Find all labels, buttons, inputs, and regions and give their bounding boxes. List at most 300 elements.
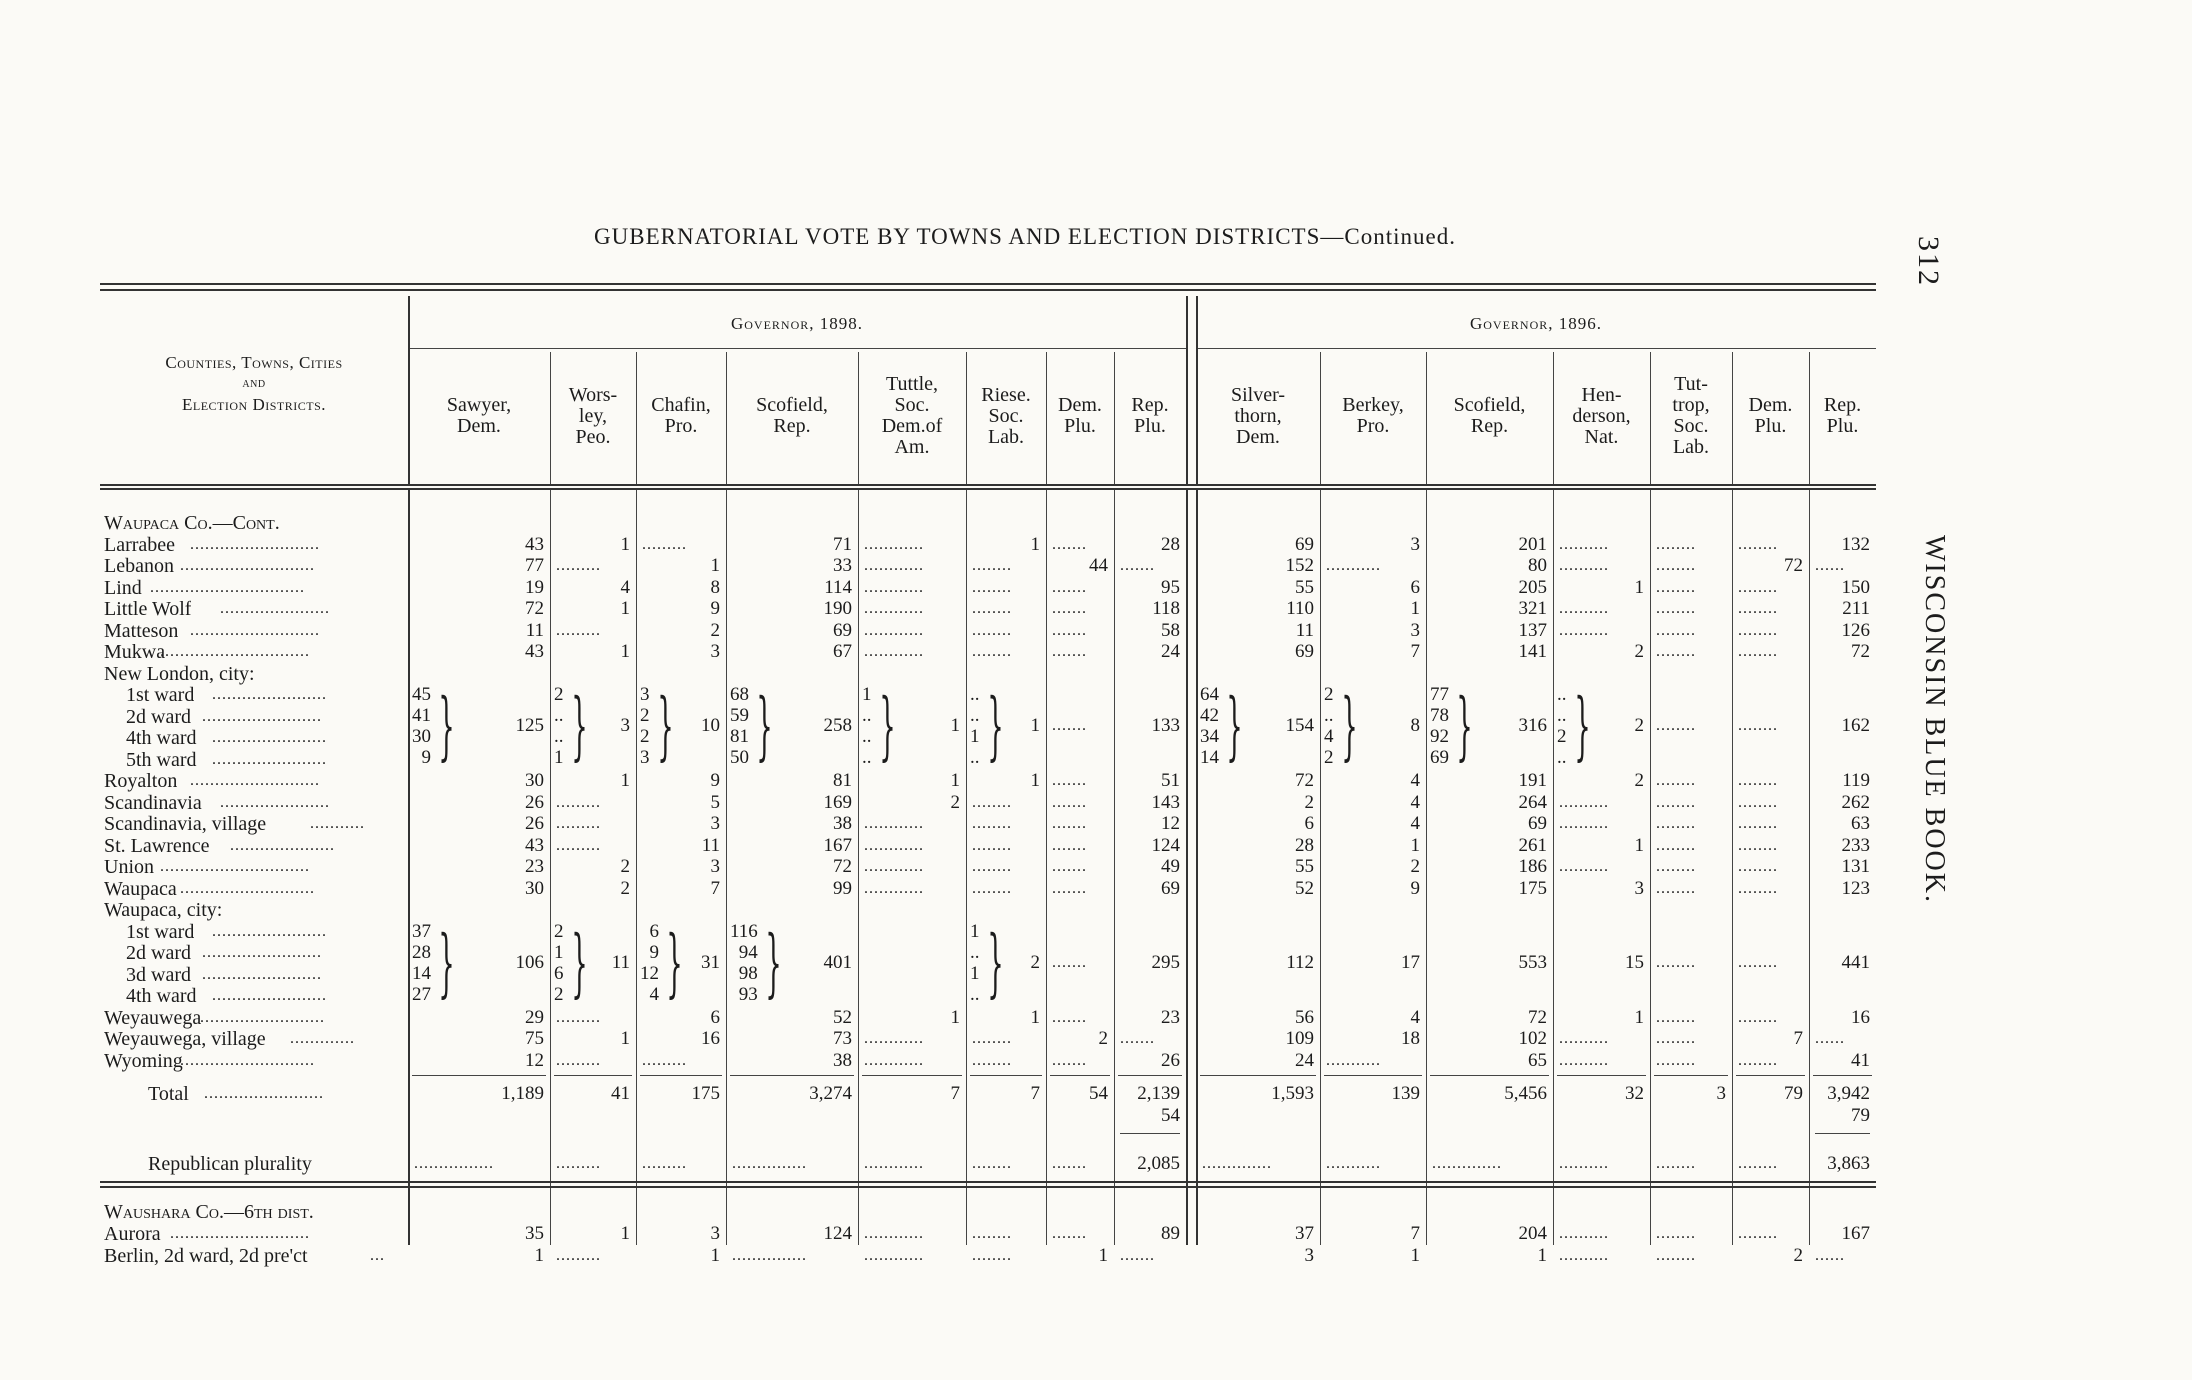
cell-value: 1 [620, 1028, 630, 1049]
leader-dots: ............ [864, 1247, 924, 1264]
row-label-text: Larrabee [104, 534, 176, 556]
leader-dots: ....... [1052, 1155, 1087, 1172]
row-label [126, 684, 194, 706]
leader-dots: ........ [1656, 1225, 1696, 1242]
cell-value: 2,085 [1137, 1153, 1180, 1174]
cell-value: 2 [1304, 792, 1314, 813]
leader-dots: .......... [1559, 815, 1609, 832]
ward-value: 12 [640, 963, 659, 984]
cell-value: 1 [1098, 1245, 1108, 1266]
cell-value: 6 [1410, 577, 1420, 598]
row-label [126, 985, 197, 1007]
rule-line [100, 484, 1876, 486]
ward-value: .. [554, 705, 564, 726]
cell-value: 89 [1161, 1223, 1180, 1244]
cell-value: 1 [620, 1223, 630, 1244]
cell-value: 3,942 [1827, 1083, 1870, 1104]
leader-dots: .......... [1559, 1030, 1609, 1047]
rule-line [1324, 1075, 1422, 1076]
cell-value: 41 [611, 1083, 630, 1104]
leader-dots: ........ [972, 794, 1012, 811]
cell-value: 7 [1793, 1028, 1803, 1049]
cell-value: 2 [1793, 1245, 1803, 1266]
leader-dots: ....................... [212, 751, 327, 768]
leader-dots: ........ [972, 837, 1012, 854]
cell-value: 99 [833, 878, 852, 899]
ward-value: 2 [1324, 684, 1334, 705]
leader-dots: ....... [1052, 1052, 1087, 1069]
brace-glyph: } [1340, 683, 1358, 769]
cell-value: 65 [1528, 1050, 1547, 1071]
cell-value: 152 [1285, 555, 1314, 576]
leader-dots: ....... [1052, 858, 1087, 875]
leader-dots: ........ [972, 1247, 1012, 1264]
leader-dots: ......... [642, 1052, 687, 1069]
page-title: GUBERNATORIAL VOTE BY TOWNS AND ELECTION DISTRICTS—Continued. [594, 224, 1456, 249]
leader-dots: ........................... [180, 557, 315, 574]
leader-dots: ........ [1656, 1030, 1696, 1047]
stub-header-line: Election Districts. [182, 395, 326, 414]
ward-value: 9 [649, 942, 659, 963]
leader-dots: ........ [972, 1052, 1012, 1069]
leader-dots: ............ [864, 815, 924, 832]
cell-value: 126 [1841, 620, 1870, 641]
rule-line [1200, 1075, 1316, 1076]
ward-value: 81 [730, 726, 749, 747]
cell-value: 204 [1518, 1223, 1547, 1244]
brace-glyph: } [666, 920, 683, 1006]
ward-value: 2 [554, 984, 564, 1005]
leader-dots: ...... [1815, 1247, 1845, 1264]
cell-value: 1 [1030, 770, 1040, 791]
cell-value: 73 [833, 1028, 852, 1049]
cell-value: 12 [1161, 813, 1180, 834]
ward-value: 3 [640, 684, 650, 705]
cell-value: 54 [1161, 1105, 1180, 1126]
ward-value: 78 [1430, 705, 1449, 726]
cell-value: 139 [1391, 1083, 1420, 1104]
cell-value: 43 [525, 835, 544, 856]
row-label [104, 598, 191, 620]
ward-value: 59 [730, 705, 749, 726]
cell-value: 7 [1410, 1223, 1420, 1244]
cell-value: 4 [1410, 1007, 1420, 1028]
column-header [636, 352, 726, 480]
ward-value: 6 [649, 921, 659, 942]
ward-value: .. [554, 726, 564, 747]
cell-value: 131 [1841, 856, 1870, 877]
leader-dots: ....... [1052, 579, 1087, 596]
brace-glyph: } [756, 683, 773, 769]
leader-dots: ........... [1326, 1155, 1381, 1172]
cell-value: 23 [1161, 1007, 1180, 1028]
rule-line [730, 1075, 854, 1076]
row-label [104, 1245, 308, 1267]
ward-value: 64 [1200, 684, 1219, 705]
row-label-text: Republican plurality [148, 1153, 312, 1175]
ward-value: 50 [730, 747, 749, 768]
rule-line [1650, 352, 1651, 484]
column-header [1650, 352, 1732, 480]
cell-value: 3 [710, 856, 720, 877]
cell-value: 112 [1286, 952, 1314, 973]
leader-dots: ............ [864, 858, 924, 875]
cell-value: 3 [1304, 1245, 1314, 1266]
leader-dots: ............ [864, 837, 924, 854]
row-label [104, 770, 177, 792]
leader-dots: ........ [1738, 858, 1778, 875]
leader-dots: ............ [864, 1052, 924, 1069]
column-header-text: Silver- thorn, Dem. [1230, 383, 1286, 448]
ward-value: 1 [554, 942, 564, 963]
rule-line [1732, 352, 1733, 484]
leader-dots: ....................... [212, 686, 327, 703]
rule-line [1426, 352, 1427, 484]
cell-value: 28 [1161, 534, 1180, 555]
cell-value: 69 [1528, 813, 1547, 834]
cell-value: 1 [950, 715, 960, 736]
cell-value: 258 [823, 715, 852, 736]
rule-line [1650, 490, 1651, 1245]
cell-value: 401 [823, 952, 852, 973]
ward-value: 28 [412, 942, 431, 963]
leader-dots: ........ [972, 579, 1012, 596]
row-label-text: 4th ward [126, 985, 197, 1007]
leader-dots: ....... [1052, 1009, 1087, 1026]
row-label [104, 813, 266, 835]
ward-value: 2 [640, 726, 650, 747]
cell-value: 175 [1518, 878, 1547, 899]
leader-dots: ........ [972, 815, 1012, 832]
rule-line [1553, 352, 1554, 484]
cell-value: 2 [620, 878, 630, 899]
column-header [550, 352, 636, 480]
row-label [104, 1007, 201, 1029]
rule-line [1654, 1075, 1728, 1076]
cell-value: 54 [1089, 1083, 1108, 1104]
cell-value: 26 [1161, 1050, 1180, 1071]
cell-value: 80 [1528, 555, 1547, 576]
leader-dots: ........ [1738, 1052, 1778, 1069]
column-header-text: Riese. Soc. Lab. [981, 383, 1031, 448]
row-label-text: 1st ward [126, 921, 195, 943]
cell-value: 67 [833, 641, 852, 662]
cell-value: 72 [1784, 555, 1803, 576]
rule-line [1120, 1133, 1180, 1134]
ward-value: .. [970, 942, 980, 963]
ward-value: 45 [412, 684, 431, 705]
rule-line [970, 1075, 1042, 1076]
cell-value: 321 [1518, 598, 1547, 619]
leader-dots: .......... [1559, 536, 1609, 553]
ward-value: 92 [1430, 726, 1449, 747]
cell-value: 123 [1841, 878, 1870, 899]
leader-dots: ........ [1656, 600, 1696, 617]
cell-value: 55 [1295, 577, 1314, 598]
cell-value: 205 [1518, 577, 1547, 598]
leader-dots: ....... [1052, 1225, 1087, 1242]
row-label-text: New London, city: [104, 663, 255, 685]
cell-value: 43 [525, 641, 544, 662]
cell-value: 38 [833, 1050, 852, 1071]
row-label-text: Lebanon [104, 555, 174, 577]
cell-value: 3 [1716, 1083, 1726, 1104]
cell-value: 1 [1030, 1007, 1040, 1028]
column-header [1809, 352, 1876, 480]
cell-value: 114 [824, 577, 852, 598]
cell-value: 15 [1625, 952, 1644, 973]
cell-value: 2 [1030, 952, 1040, 973]
cell-value: 137 [1518, 620, 1547, 641]
row-label [148, 1153, 312, 1175]
leader-dots: ........ [1656, 643, 1696, 660]
leader-dots: ............ [864, 579, 924, 596]
column-header-text: Scofield, Rep. [1453, 394, 1526, 437]
rule-line [100, 488, 1876, 490]
rule-line [1114, 352, 1115, 484]
cell-value: 124 [1151, 835, 1180, 856]
cell-value: 31 [701, 952, 720, 973]
ward-value: 98 [738, 963, 758, 984]
cell-value: 110 [1286, 598, 1314, 619]
cell-value: 51 [1161, 770, 1180, 791]
leader-dots: ....... [1052, 815, 1087, 832]
cell-value: 72 [1851, 641, 1870, 662]
cell-value: 32 [1625, 1083, 1644, 1104]
brace-glyph: } [986, 920, 1004, 1006]
leader-dots: ........ [972, 1030, 1012, 1047]
leader-dots: ........ [1656, 622, 1696, 639]
row-label-text: 2d ward [126, 942, 191, 964]
cell-value: 58 [1161, 620, 1180, 641]
ward-value: 27 [412, 984, 431, 1005]
leader-dots: ......... [642, 1155, 687, 1172]
rule-line [1736, 1075, 1805, 1076]
cell-value: 7 [710, 878, 720, 899]
ward-value: .. [1324, 705, 1334, 726]
leader-dots: ........ [1738, 772, 1778, 789]
cell-value: 167 [823, 835, 852, 856]
leader-dots: .......................... [190, 772, 320, 789]
leader-dots: ........ [1738, 837, 1778, 854]
rule-line [1557, 1075, 1646, 1076]
cell-value: 1 [1030, 534, 1040, 555]
cell-value: 1 [620, 598, 630, 619]
cell-value: 8 [1410, 715, 1420, 736]
row-label [104, 899, 222, 921]
cell-value: 72 [525, 598, 544, 619]
cell-value: 16 [701, 1028, 720, 1049]
leader-dots: ........ [972, 880, 1012, 897]
leader-dots: ....... [1120, 1030, 1155, 1047]
row-label [126, 727, 197, 749]
leader-dots: ........................ [202, 966, 322, 983]
row-label-text: Scandinavia [104, 792, 202, 814]
cell-value: 7 [1410, 641, 1420, 662]
ward-value: 9 [421, 747, 431, 768]
leader-dots: ............ [864, 1225, 924, 1242]
cell-value: 1 [1410, 598, 1420, 619]
page-number: 312 [1912, 236, 1945, 287]
rule-line [100, 289, 1876, 291]
rule-line [1553, 490, 1554, 1245]
cell-value: 1 [950, 1007, 960, 1028]
leader-dots: ........ [1656, 1052, 1696, 1069]
row-label-text: Berlin, 2d ward, 2d pre'ct [104, 1245, 308, 1267]
cell-value: 33 [833, 555, 852, 576]
running-title: WISCONSIN BLUE BOOK. [1919, 535, 1950, 904]
column-header [966, 352, 1046, 480]
rule-line [1046, 490, 1047, 1245]
cell-value: 1 [950, 770, 960, 791]
column-header [726, 352, 858, 480]
cell-value: 169 [823, 792, 852, 813]
row-label [104, 577, 142, 599]
ward-value: 2 [1557, 726, 1567, 747]
leader-dots: ............ [864, 622, 924, 639]
cell-value: 191 [1518, 770, 1547, 791]
rule-line [1815, 1133, 1870, 1134]
column-header-text: Hen- derson, Nat. [1572, 383, 1631, 448]
ward-value: 14 [412, 963, 431, 984]
row-label-text: 2d ward [126, 706, 191, 728]
rule-line [640, 1075, 722, 1076]
column-header [1320, 352, 1426, 480]
ward-value: 2 [640, 705, 650, 726]
leader-dots: ....... [1052, 600, 1087, 617]
cell-value: 69 [1295, 534, 1314, 555]
cell-value: 1 [1634, 577, 1644, 598]
rule-line [1046, 352, 1047, 484]
leader-dots: ........ [972, 1225, 1012, 1242]
row-label [104, 1201, 314, 1223]
cell-value: 72 [1295, 770, 1314, 791]
cell-value: 77 [525, 555, 544, 576]
cell-value: 75 [525, 1028, 544, 1049]
cell-value: 3 [710, 641, 720, 662]
leader-dots: ........... [1326, 557, 1381, 574]
column-header-text: Dem. Plu. [1748, 394, 1793, 437]
ward-value: 77 [1430, 684, 1449, 705]
column-header-text: Chafin, Pro. [651, 394, 711, 437]
leader-dots: .......... [1559, 1247, 1609, 1264]
cell-value: 1 [1410, 1245, 1420, 1266]
column-header [1426, 352, 1553, 480]
leader-dots: .......... [1559, 1052, 1609, 1069]
leader-dots: ............ [864, 880, 924, 897]
rule-line [554, 1075, 632, 1076]
cell-value: 167 [1841, 1223, 1870, 1244]
cell-value: 3,274 [809, 1083, 852, 1104]
ward-value: 1 [970, 963, 980, 984]
leader-dots: .......... [1559, 622, 1609, 639]
row-label-text: Matteson [104, 620, 179, 642]
cell-value: 133 [1151, 715, 1180, 736]
row-label [104, 534, 175, 556]
row-label-text: Mukwa [104, 641, 166, 663]
cell-value: 1 [620, 534, 630, 555]
rule-line [100, 1181, 1876, 1183]
rule-line [100, 1186, 1876, 1188]
leader-dots: .......... [1559, 557, 1609, 574]
ward-value: 116 [730, 921, 758, 942]
cell-value: 175 [691, 1083, 720, 1104]
cell-value: 63 [1851, 813, 1870, 834]
column-header-text: Wors- ley, Peo. [568, 383, 618, 448]
leader-dots: ........................... [180, 1052, 315, 1069]
cell-value: 1 [1634, 835, 1644, 856]
column-header-text: Dem. Plu. [1058, 394, 1102, 437]
rule-line [1196, 296, 1198, 484]
cell-value: 24 [1295, 1050, 1314, 1071]
cell-value: 9 [710, 598, 720, 619]
row-label [104, 792, 202, 814]
cell-value: 2 [1410, 856, 1420, 877]
cell-value: 30 [525, 770, 544, 791]
row-label-text: St. Lawrence [104, 835, 210, 857]
cell-value: 295 [1151, 952, 1180, 973]
cell-value: 2 [1634, 770, 1644, 791]
leader-dots: ............... [732, 1155, 807, 1172]
leader-dots: ........ [1738, 815, 1778, 832]
cell-value: 3 [710, 1223, 720, 1244]
cell-value: 2 [620, 856, 630, 877]
ward-value: 2 [1324, 747, 1334, 768]
row-label [104, 878, 177, 900]
brace-glyph: } [765, 920, 782, 1006]
leader-dots: ....... [1052, 880, 1087, 897]
cell-value: 95 [1161, 577, 1180, 598]
ward-value: 34 [1200, 726, 1219, 747]
leader-dots: ...................... [220, 794, 330, 811]
cell-value: 69 [1295, 641, 1314, 662]
leader-dots: ........ [1738, 579, 1778, 596]
cell-value: 72 [833, 856, 852, 877]
cell-value: 3,863 [1827, 1153, 1870, 1174]
cell-value: 10 [701, 715, 720, 736]
rule-line [858, 490, 859, 1245]
leader-dots: ........ [1738, 536, 1778, 553]
cell-value: 12 [525, 1050, 544, 1071]
row-label-text: 5th ward [126, 749, 197, 771]
cell-value: 38 [833, 813, 852, 834]
cell-value: 6 [1304, 813, 1314, 834]
cell-value: 109 [1285, 1028, 1314, 1049]
cell-value: 3 [1410, 620, 1420, 641]
leader-dots: ....... [1052, 643, 1087, 660]
ward-value: 37 [412, 921, 431, 942]
leader-dots: ........ [1738, 643, 1778, 660]
ward-value: 42 [1200, 705, 1219, 726]
rule-line [862, 1075, 962, 1076]
leader-dots: ....... [1052, 794, 1087, 811]
column-header [1553, 352, 1650, 480]
leader-dots: ........ [1656, 1247, 1696, 1264]
ward-value: 1 [970, 921, 980, 942]
leader-dots: ...... [1815, 1030, 1845, 1047]
cell-value: 44 [1089, 555, 1108, 576]
leader-dots: ........ [1656, 1155, 1696, 1172]
leader-dots: ......... [556, 1052, 601, 1069]
leader-dots: ..................... [230, 837, 335, 854]
column-header-text: Rep. Plu. [1131, 394, 1169, 437]
cell-value: 3 [1634, 878, 1644, 899]
rule-line [412, 1075, 546, 1076]
cell-value: 17 [1401, 952, 1420, 973]
ward-value: 2 [554, 921, 564, 942]
row-label [104, 663, 255, 685]
cell-value: 201 [1518, 534, 1547, 555]
